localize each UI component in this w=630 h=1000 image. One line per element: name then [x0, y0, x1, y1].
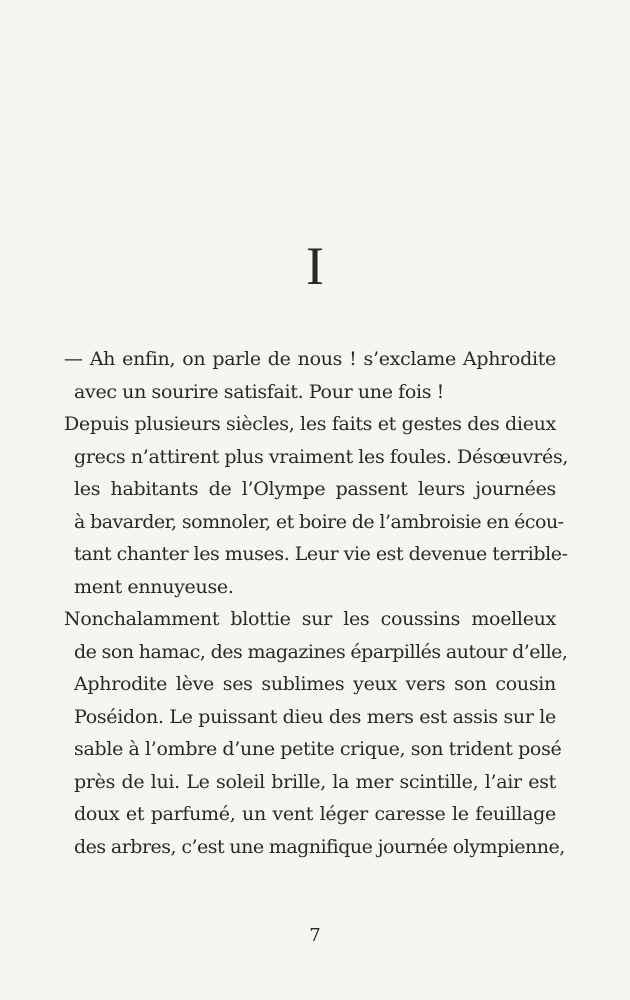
page-number: 7 — [309, 925, 321, 946]
text-line: à bavarder, somnoler, et boire de l’ambroisie en écou- — [74, 510, 564, 533]
text-line: — Ah enfin, on parle de nous ! s’exclame Aphrodite — [64, 348, 556, 370]
paragraph — [64, 343, 556, 408]
text-line: sable à l’ombre d’une petite crique, son trident posé — [74, 738, 562, 760]
text-line: doux et parfumé, un vent léger caresse le feuillage — [74, 803, 556, 825]
text-line: près de lui. Le soleil brille, la mer scintille, l’air est — [74, 770, 556, 793]
text-line: Nonchalamment blottie sur les coussins moelleux — [64, 608, 556, 630]
chapter-number: I — [306, 236, 324, 296]
text-line: Depuis plusieurs siècles, les faits et gestes des dieux — [64, 413, 556, 435]
paragraph — [64, 408, 569, 603]
paragraph — [64, 603, 568, 863]
text-line: Poséidon. Le puissant dieu des mers est assis sur le — [74, 705, 556, 728]
body-text — [64, 343, 569, 863]
text-line: tant chanter les muses. Leur vie est devenue terrible- — [74, 543, 568, 565]
text-line: ment ennuyeuse. — [74, 575, 234, 598]
text-line: avec un sourire satisfait. Pour une fois ! — [74, 380, 444, 403]
text-line: grecs n’attirent plus vraiment les foules. Désœuvrés, — [74, 445, 569, 468]
text-line: de son hamac, des magazines éparpillés autour d’elle, — [74, 640, 568, 663]
text-line: des arbres, c’est une magnifique journée olympienne, — [74, 835, 565, 858]
text-line: les habitants de l’Olympe passent leurs journées — [74, 478, 556, 500]
text-line: Aphrodite lève ses sublimes yeux vers son cousin — [74, 673, 556, 695]
